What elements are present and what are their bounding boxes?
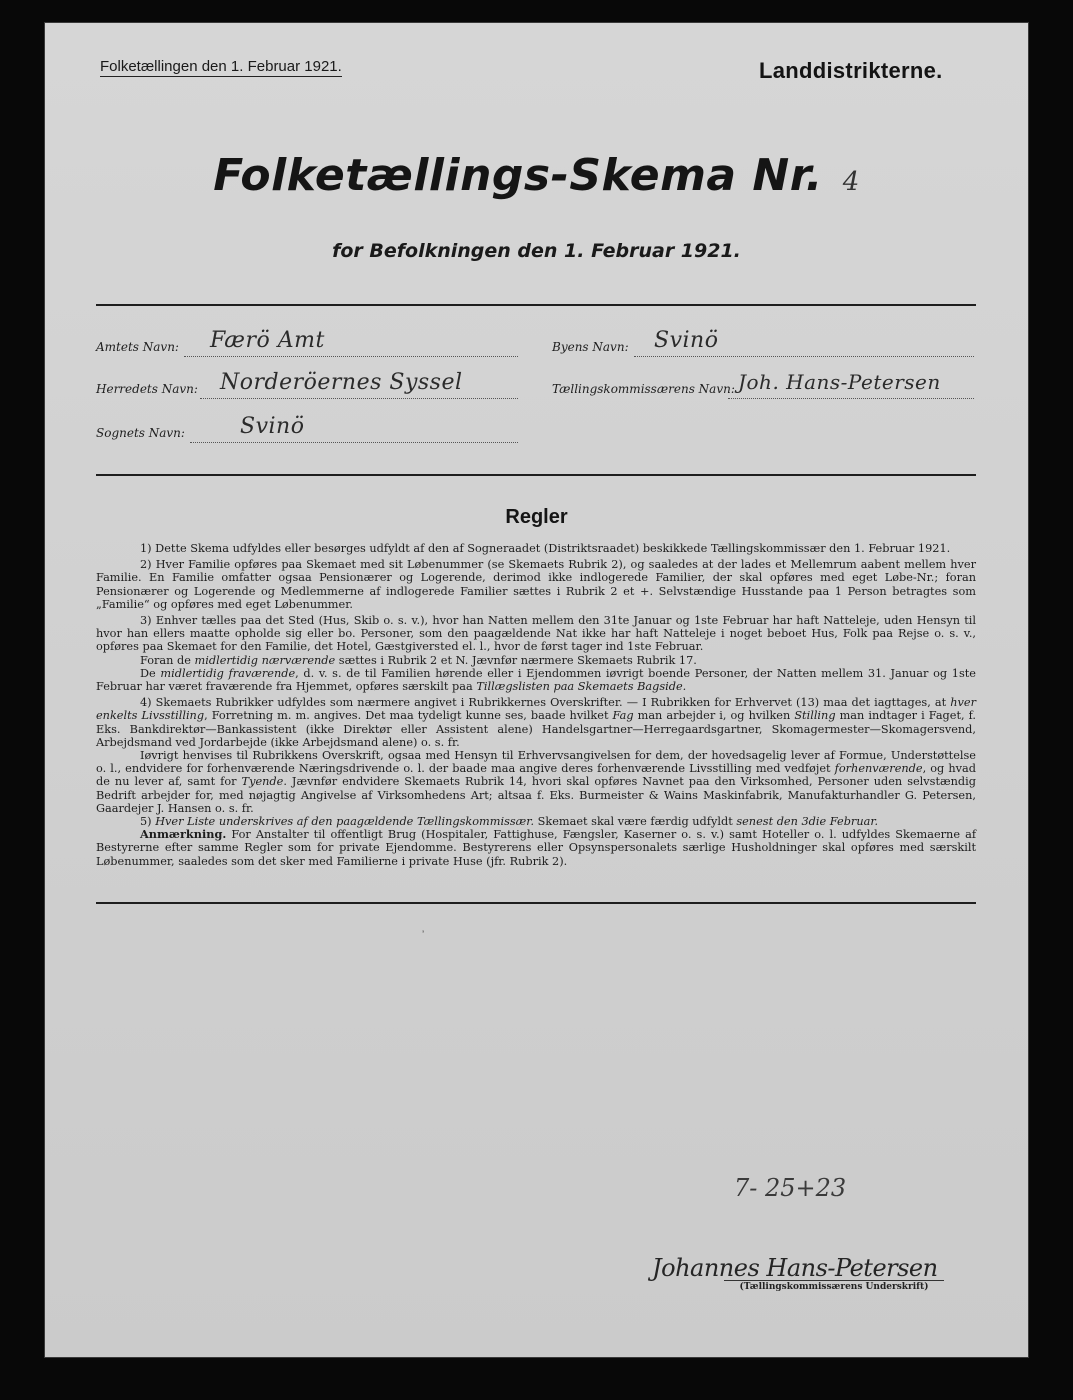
signature-caption: (Tællingskommissærens Underskrift) bbox=[739, 1282, 929, 1292]
rule-4b-em: forhenværende bbox=[834, 762, 923, 776]
census-date-header: Folketællingen den 1. Februar 1921. bbox=[100, 58, 342, 75]
rule-1: 1) Dette Skema udfyldes eller besørges udfyldt af den af Sogneraadet (Distriktsraadet) beskikkede Tællingskommissær den 1. Februar 1921. bbox=[140, 542, 951, 555]
rule-3b-pre: Foran de bbox=[140, 653, 195, 667]
herred-label: Herredets Navn: bbox=[96, 382, 198, 396]
rule-4b-em2: Tyende bbox=[241, 775, 284, 789]
rule-3c-em: midlertidig fraværende bbox=[160, 666, 296, 680]
bottom-divider bbox=[96, 902, 976, 904]
rule-3-absent bbox=[96, 667, 976, 693]
rule-3b-em: midlertidig nærværende bbox=[194, 653, 336, 667]
rule-3c-em2: Tillægslisten paa Skemaets Bagside. bbox=[476, 680, 687, 694]
district-type-header: Landdistrikterne. bbox=[759, 58, 943, 83]
rule-4a-mid2: man arbejder i, og hvilken bbox=[633, 709, 795, 723]
rule-3-nearby bbox=[96, 654, 976, 667]
rules-heading: Regler bbox=[505, 506, 568, 528]
rule-4b-post: . Jævnfør endvidere Skemaets Rubrik 14, hvori skal opføres Navnet paa den Virksomhed, Personer uden selvstændig Bedrift arbejder for, med nøjagtig Angivelse af Virksomhedens Art; altsaa f. Eks. Burmeister & Wains Maskinfabrik, Manufakturhandler G. Petersen, Gaardejer J. Hansen o. s. fr. bbox=[96, 775, 976, 815]
form-number: 4 bbox=[842, 167, 860, 197]
commissioner-signature: Johannes Hans-Petersen bbox=[652, 1254, 938, 1282]
rule-3b-post: sættes i Rubrik 2 et N. Jævnfør nærmere Skemaets Rubrik 17. bbox=[335, 653, 697, 667]
kommissaer-label: Tællingskommissærens Navn: bbox=[552, 382, 735, 396]
rule-note bbox=[96, 828, 976, 868]
kommissaer-value: Joh. Hans-Petersen bbox=[738, 370, 941, 394]
kommissaer-line bbox=[728, 398, 974, 399]
census-form-page bbox=[44, 22, 1029, 1358]
rule-5-em2: senest den 3die Februar. bbox=[736, 815, 879, 829]
rules-text bbox=[96, 542, 976, 871]
amt-line bbox=[184, 356, 518, 357]
rule-4a-mid: , Forretning m. m. angives. Det maa tydeligt kunne ses, baade hvilket bbox=[204, 709, 613, 723]
top-divider bbox=[96, 304, 976, 306]
amt-value: Færö Amt bbox=[210, 328, 325, 353]
rule-5-pre: 5) bbox=[140, 815, 156, 829]
rule-4a-post: man indtager i Faget, f. Eks. Bankdirektør—Bankassistent (ikke Direktør eller Assistent alene) Handelsgartner—Herregaardsgartner, Skomagermester—Skomagersvend, Arbejdsmand ved Jordarbejde (ikke Arbejdsmand alene) o. s. fr. bbox=[96, 709, 976, 749]
rule-4a-pre: 4) Skemaets Rubrikker udfyldes som nærmere angivet i Rubrikkernes Overskrifter. — I Rubrikken for Erhvervet (13) maa det iagttages, at bbox=[140, 696, 951, 710]
rule-4-continued bbox=[96, 749, 976, 815]
amt-label: Amtets Navn: bbox=[96, 340, 179, 354]
form-title bbox=[44, 150, 1029, 201]
note-text: For Anstalter til offentligt Brug (Hospitaler, Fattighuse, Fængsler, Kaserner o. s. v.) samt Hoteller o. l. udfyldes Skemaerne af Bestyrerne efter samme Regler som for private Ejendomme. Bestyrerens eller Opsynspersonalets særlige Husholdninger skal opføres med særskilt Løbenummer, saaledes som det sker med Familierne i private Huse (jfr. Rubrik 2). bbox=[96, 828, 976, 868]
signature-line bbox=[724, 1280, 944, 1281]
rule-4b-mid: , og hvad de nu lever af, samt for bbox=[96, 762, 977, 789]
rule-4a-em3: Stilling bbox=[794, 709, 836, 723]
sogn-value: Svinö bbox=[240, 414, 305, 439]
ink-mark: ʼ bbox=[422, 930, 425, 941]
middle-divider bbox=[96, 474, 976, 476]
sogn-line bbox=[190, 442, 518, 443]
rule-4a-em: hver enkelts Livsstilling bbox=[96, 696, 976, 723]
rule-4 bbox=[96, 696, 976, 749]
herred-line bbox=[200, 398, 518, 399]
by-line bbox=[634, 356, 974, 357]
rule-3c-pre: De bbox=[140, 666, 161, 680]
note-label: Anmærkning. bbox=[140, 827, 227, 842]
form-subtitle: for Befolkningen den 1. Februar 1921. bbox=[332, 240, 741, 262]
herred-value: Norderöernes Syssel bbox=[220, 370, 463, 395]
rule-4b-pre: Iøvrigt henvises til Rubrikkens Overskrift, ogsaa med Hensyn til Erhvervsangivelsen for dem, der hovedsagelig lever af Formue, Understøttelse o. l., endvidere for forhenværende Næringsdrivende o. l. der baade maa angive deres forhenværende Livsstilling med vedføjet bbox=[96, 749, 976, 776]
rule-5 bbox=[96, 815, 976, 828]
rule-3c-mid: , d. v. s. de til Familien hørende eller i Ejendommen iøvrigt boende Personer, der Natten mellem 31. Januar og 1ste Februar har været fraværende fra Hjemmet, opføres særskilt paa bbox=[96, 666, 976, 694]
by-value: Svinö bbox=[654, 328, 719, 353]
rule-2: 2) Hver Familie opføres paa Skemaet med sit Løbenummer (se Skemaets Rubrik 2), og saaledes at der lades et Mellemrum aabent mellem hver Familie. En Familie omfatter ogsaa Pensionærer og Logerende, derimod ikke indlogerede Familier, der skal opføres med eget Løbe-Nr.; foran Pensionærer og Logerende og Medlemmerne af indlogerede Familier sættes i Rubrik 2 et +. Selvstændige Husstande paa 1 Person betragtes som „Familie“ og opføres med eget Løbenummer. bbox=[96, 558, 976, 611]
form-title-text: Folketællings-Skema Nr. bbox=[213, 150, 823, 201]
handwritten-tally: 7- 25+23 bbox=[734, 1174, 847, 1202]
rule-5-em: Hver Liste underskrives af den paagældende Tællingskommissær. bbox=[155, 815, 535, 829]
sogn-label: Sognets Navn: bbox=[96, 426, 185, 440]
rule-5-mid: Skemaet skal være færdig udfyldt bbox=[534, 815, 737, 829]
rule-3: 3) Enhver tælles paa det Sted (Hus, Skib o. s. v.), hvor han Natten mellem den 31te Januar og 1ste Februar har haft Natteleje, uden Hensyn til hvor han ellers maatte opholde sig eller bo. Personer, som den paagældende Nat ikke har haft Natteleje i noget beboet Hus, Folk paa Rejse o. s. v., opføres paa Skemaet for den Familie, det Hotel, Gæstgiversted el. l., hvor de først tager ind 1ste Februar. bbox=[96, 614, 976, 654]
rule-4a-em2: Fag bbox=[612, 709, 634, 723]
by-label: Byens Navn: bbox=[552, 340, 629, 354]
